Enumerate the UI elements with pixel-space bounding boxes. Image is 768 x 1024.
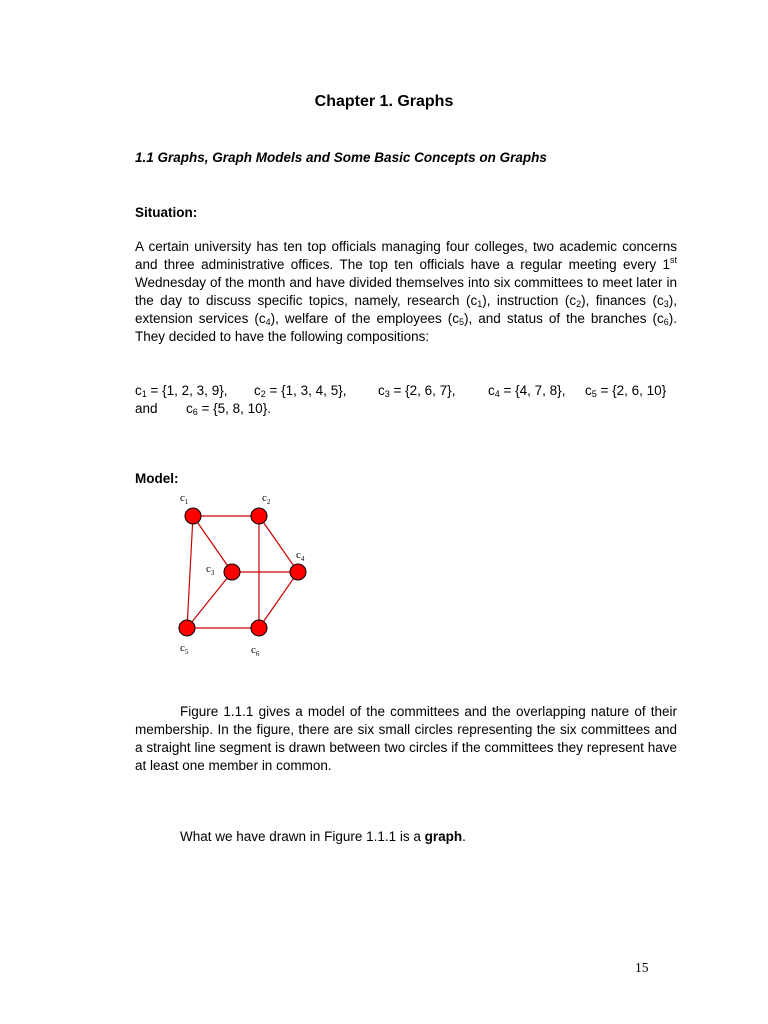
section-title: 1.1 Graphs, Graph Models and Some Basic Concepts on Graphs [135, 150, 547, 165]
graph-edge [259, 572, 298, 628]
closing-sentence: What we have drawn in Figure 1.1.1 is a graph. [180, 829, 466, 844]
page-number: 15 [635, 960, 649, 975]
situation-paragraph [135, 238, 677, 346]
subscript: 6 [663, 317, 669, 327]
compositions-row-2 [135, 400, 680, 418]
graph-label-c5: $c_5$ [180, 642, 189, 656]
committee-c4-set: $c_4 = \{4$, 7, 8}, [488, 383, 566, 399]
figure-description: Figure 1.1.1 gives a model of the committees and the overlapping nature of their membership. In the figure, there are six small circles representing the six committees and a straight line segment is drawn between two circles if the committees they represent have at least one member in common. [135, 704, 677, 773]
committee-graph [170, 485, 320, 660]
graph-label-c4: $c_4$ [296, 549, 305, 563]
graph-node-c1 [185, 508, 201, 524]
committee-c2-set: $c_2 = \{1$, 3, 4, 5}, [254, 383, 347, 399]
subscript: 2 [576, 299, 582, 309]
situation-text-2: Wednesday of the month and have divided themselves into six committees to meet later in the day to discuss specific topics, namely, research (c [135, 275, 677, 308]
situation-text-4: ), finances (c [581, 293, 664, 308]
situation-text-3: ), instruction (c [482, 293, 577, 308]
graph-node-c4 [290, 564, 306, 580]
graph-label-c6: $c_6$ [251, 644, 260, 658]
graph-node-c6 [251, 620, 267, 636]
graph-label-c3: $c_3$ [206, 563, 215, 577]
subscript: 4 [265, 317, 271, 327]
graph-edge [193, 516, 232, 572]
subscript: 1 [477, 299, 483, 309]
chapter-title: Chapter 1. Graphs [314, 93, 454, 110]
subscript: 5 [459, 317, 465, 327]
situation-heading: Situation: [135, 205, 198, 220]
situation-text-1: A certain university has ten top officials managing four colleges, two academic concerns and three administrative offices. The top ten officials have a regular meeting every 1 [135, 239, 677, 272]
graph-node-c3 [224, 564, 240, 580]
graph-node-c5 [179, 620, 195, 636]
committee-compositions [135, 382, 680, 418]
graph-edge [259, 516, 298, 572]
graph-edge [187, 516, 193, 628]
graph-label-c1: $c_1$ [180, 492, 189, 506]
situation-text-5: ), extension services (c [135, 293, 677, 326]
committee-c1-set: $c_1 = \{1$, 2, 3, 9}, [135, 383, 228, 399]
graph-node-c2 [251, 508, 267, 524]
committee-c6-set: $c_6 = \{5$, 8, 10}. [186, 401, 271, 417]
committee-c5-set: $c_5 = \{2$, 6, 10} [585, 383, 667, 399]
graph-edge [187, 572, 232, 628]
committee-c3-set: $c_3 = \{2$, 6, 7}, [378, 383, 456, 399]
and-word: and [135, 401, 158, 416]
situation-text-8: ). They decided to have the following compositions: [135, 311, 677, 344]
compositions-row-1 [135, 382, 680, 400]
term-graph: graph [424, 829, 463, 844]
subscript: 3 [663, 299, 669, 309]
graph-label-c2: $c_2$ [262, 492, 271, 506]
situation-text-7: ), and status of the branches (c [464, 311, 664, 326]
situation-text-6: ), welfare of the employees (c [270, 311, 460, 326]
ordinal-suffix: st [669, 255, 677, 265]
model-heading: Model: [135, 471, 179, 486]
